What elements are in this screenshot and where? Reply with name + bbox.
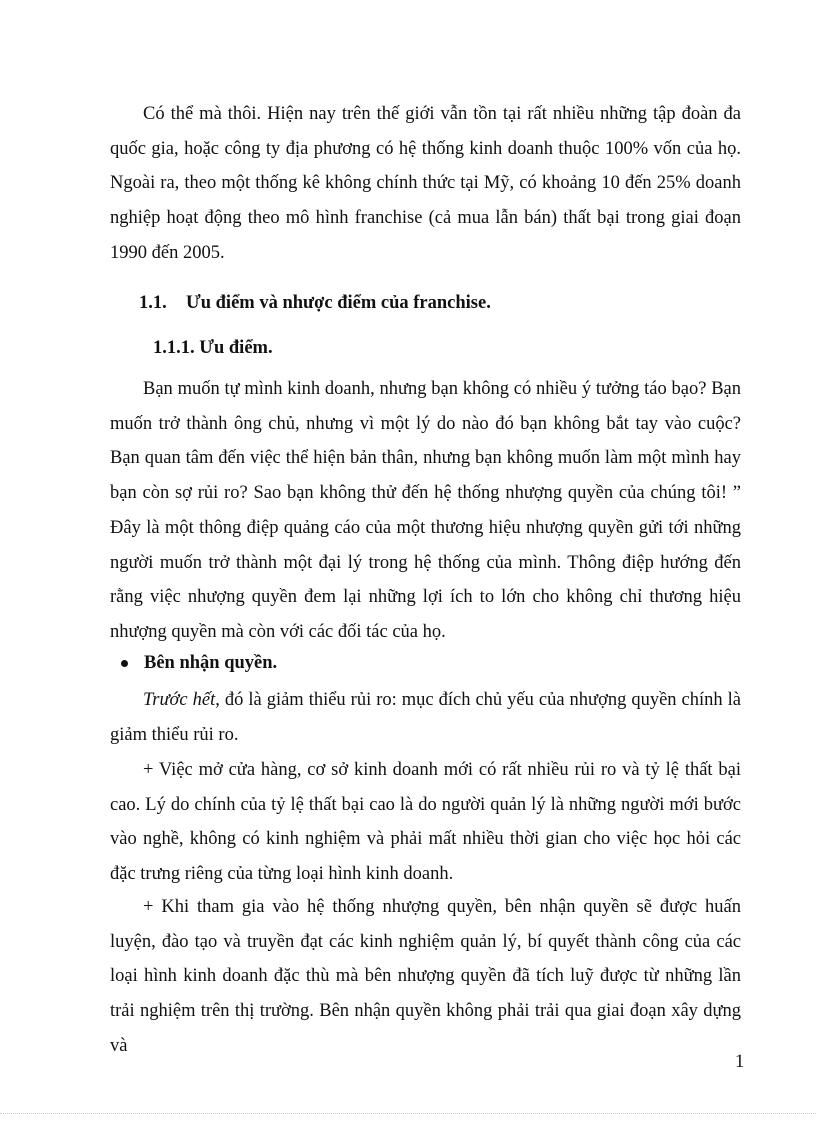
quote-paragraph: Bạn muốn tự mình kinh doanh, nhưng bạn không có nhiều ý tưởng táo bạo? Bạn muốn trở thành ông chủ, nhưng vì một lý do nào đó bạn không bắt tay vào cuộc? Bạn quan tâm đến việc thể hiện bản thân, nhưng bạn không muốn làm một mình hay bạn còn sợ rủi ro? Sao bạn không thử đến hệ thống nhượng quyền của chúng tôi! ” Đây là một thông điệp quảng cáo của một thương hiệu nhượng quyền gửi tới những người muốn trở thành một đại lý trong hệ thống của mình. Thông điệp hướng đến rằng việc nhượng quyền đem lại những lợi ích to lớn cho không chỉ thương hiệu nhượng quyền mà còn với các đối tác của họ.: [110, 379, 741, 642]
plus-point-1: + Việc mở cửa hàng, cơ sở kinh doanh mới có rất nhiều rủi ro và tỷ lệ thất bại cao. Lý do chính của tỷ lệ thất bại cao là do người quản lý là những người mới bước vào nghề, không có kinh nghiệm và phải mất nhiều thời gian cho việc học hỏi các đặc trưng riêng của từng loại hình kinh doanh.: [110, 760, 741, 885]
bullet-item: [121, 653, 277, 674]
bullet-icon: [121, 660, 128, 667]
subsection-heading: 1.1.1. Ưu điểm.: [153, 338, 273, 358]
plus-point-2: + Khi tham gia vào hệ thống nhượng quyền, bên nhận quyền sẽ được huấn luyện, đào tạo và truyền đạt các kinh nghiệm quản lý, bí quyết thành công của các loại hình kinh doanh đặc thù mà bên nhượng quyền đã tích luỹ được từ những lần trải nghiệm trên thị trường. Bên nhận quyền không phải trải qua giai đoạn xây dựng và: [110, 897, 741, 1056]
first-point-italic: Trước hết: [143, 690, 216, 710]
page-bottom-divider: [0, 1113, 816, 1114]
first-point-paragraph: [110, 683, 741, 752]
section-title: Ưu điểm và nhược điểm của franchise.: [186, 293, 491, 313]
page-number: 1: [735, 1052, 745, 1072]
first-point-rest: , đó là giảm thiểu rủi ro: mục đích chủ yếu của nhượng quyền chính là giảm thiểu rủi ro.: [110, 690, 741, 745]
intro-paragraph: Có thể mà thôi. Hiện nay trên thế giới vẫn tồn tại rất nhiều những tập đoàn đa quốc gia, hoặc công ty địa phương có hệ thống kinh doanh thuộc 100% vốn của họ. Ngoài ra, theo một thống kê không chính thức tại Mỹ, có khoảng 10 đến 25% doanh nghiệp hoạt động theo mô hình franchise (cả mua lẫn bán) thất bại trong giai đoạn 1990 đến 2005.: [110, 104, 741, 263]
section-number: 1.1.: [139, 293, 167, 313]
bullet-heading: Bên nhận quyền.: [144, 653, 278, 673]
section-heading: [139, 293, 491, 314]
